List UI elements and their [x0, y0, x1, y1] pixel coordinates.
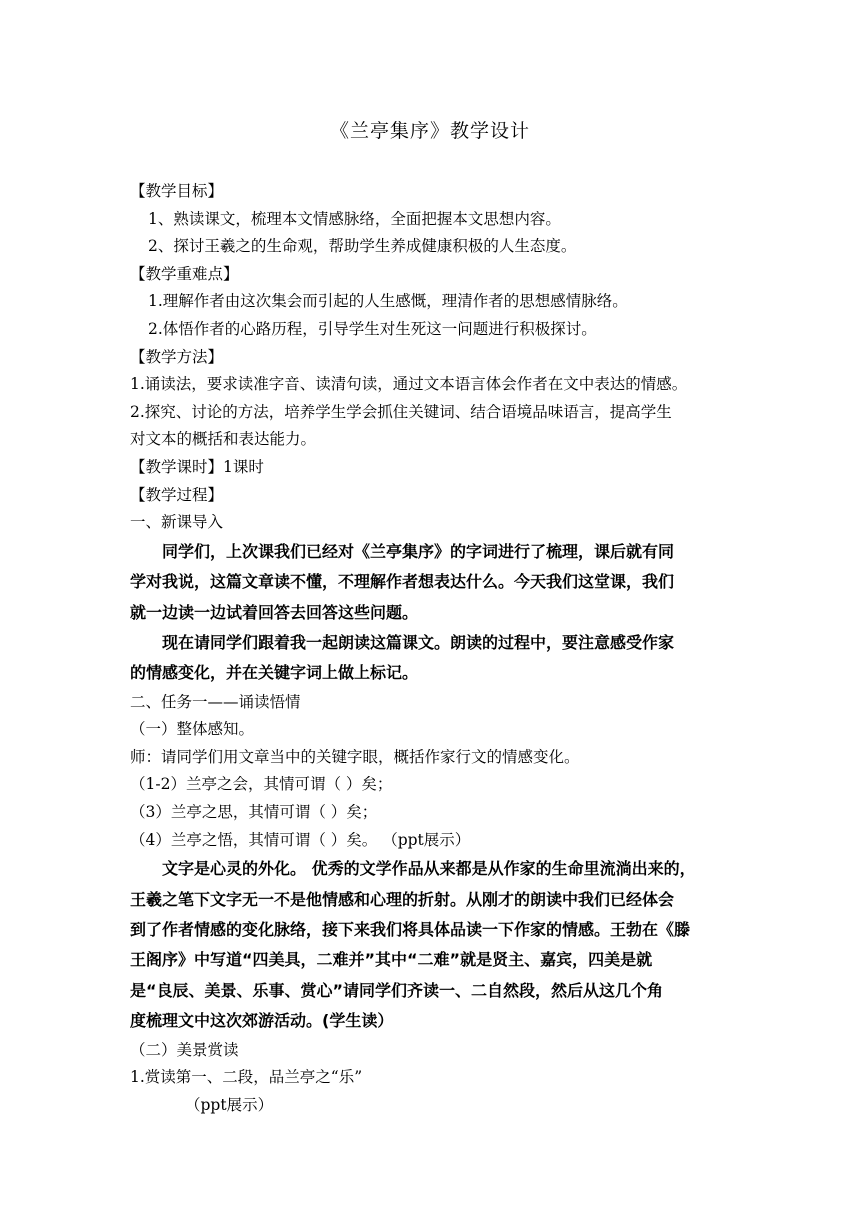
paragraph-line: 就一边读一边试着回答去回答这些问题。 [130, 602, 419, 622]
paragraph-line: 是“良辰、美景、乐事、赏心”请同学们齐读一、二自然段，然后从这几个角 [130, 980, 664, 1000]
objective-item: 2、探讨王羲之的生命观，帮助学生养成健康积极的人生态度。 [148, 237, 577, 256]
key-points-heading: 【教学重难点】 [130, 264, 239, 283]
paragraph-line: 同学们，上次课我们已经对《兰亭集序》的字词进行了梳理，课后就有同 [162, 541, 675, 561]
paragraph-line: 王羲之笔下文字无一不是他情感和心理的折射。从刚才的朗读中我们已经体会 [130, 889, 675, 909]
ppt-note: （ppt展示） [185, 1095, 274, 1114]
paragraph-line: 的情感变化，并在关键字词上做上标记。 [130, 663, 419, 683]
document-title: 《兰亭集序》教学设计 [329, 120, 530, 142]
class-hours: 【教学课时】1课时 [130, 457, 264, 476]
list-item: 1.赏读第一、二段，品兰亭之“乐” [130, 1068, 363, 1087]
teacher-line: 师：请同学们用文章当中的关键字眼，概括作家行文的情感变化。 [130, 747, 580, 766]
question-item: （1-2）兰亭之会，其情可谓（ ）矣； [130, 775, 393, 794]
key-point-item: 1.理解作者由这次集会而引起的人生感慨，理清作者的思想感情脉络。 [148, 292, 628, 311]
key-point-item: 2.体悟作者的心路历程，引导学生对生死这一问题进行积极探讨。 [148, 319, 597, 338]
paragraph-line: 王阁序》中写道“四美具，二难并”其中“二难”就是贤主、嘉宾，四美是就 [130, 950, 653, 970]
question-item: （3）兰亭之思，其情可谓（ ）矣； [130, 803, 378, 822]
section-heading: 一、新课导入 [130, 513, 224, 532]
method-item: 2.探究、讨论的方法，培养学生学会抓住关键词、结合语境品味语言，提高学生 [130, 402, 672, 421]
question-item: （4）兰亭之悟，其情可谓（ ）矣。 （ppt展示） [130, 830, 471, 849]
objectives-heading: 【教学目标】 [130, 182, 224, 200]
method-item: 1.诵读法，要求读准字音、读清句读，通过文本语言体会作者在文中表达的情感。 [130, 375, 688, 394]
paragraph-line: 文字是心灵的外化。 优秀的文学作品从来都是从作家的生命里流淌出来的， [162, 859, 696, 879]
section-heading: 二、任务一——诵读悟情 [130, 692, 301, 711]
methods-heading: 【教学方法】 [130, 347, 224, 366]
paragraph-line: 到了作者情感的变化脉络，接下来我们将具体品读一下作家的情感。王勃在《滕 [130, 920, 691, 940]
paragraph-line: 学对我说，这篇文章读不懂，不理解作者想表达什么。今天我们这堂课，我们 [130, 572, 675, 592]
document-body [130, 178, 750, 1119]
paragraph-line: 度梳理文中这次郊游活动。(学生读） [130, 1011, 394, 1031]
paragraph-line: 现在请同学们跟着我一起朗读这篇课文。朗读的过程中，要注意感受作家 [162, 632, 675, 652]
process-heading: 【教学过程】 [130, 485, 224, 504]
method-item-continuation: 对文本的概括和表达能力。 [130, 430, 317, 449]
subsection-heading: （二）美景赏读 [130, 1040, 239, 1059]
objective-item: 1、熟读课文，梳理本文情感脉络，全面把握本文思想内容。 [148, 209, 561, 228]
subsection-heading: （一）整体感知。 [130, 720, 255, 739]
